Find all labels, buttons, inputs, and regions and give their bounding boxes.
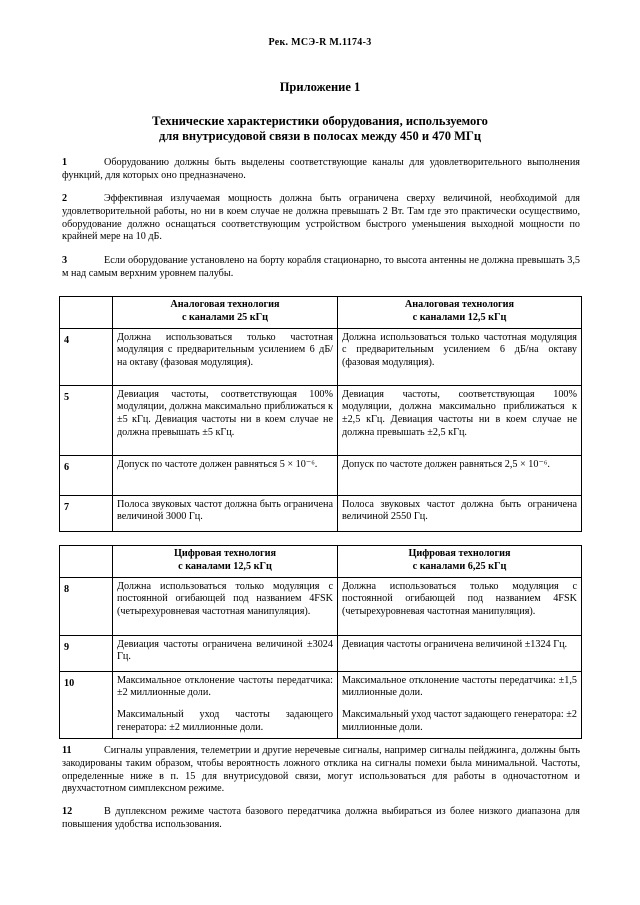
column-header-line: с каналами 6,25 кГц [412, 560, 507, 572]
cell-subparagraph: Максимальный уход частот задающего генератора: ±2 миллионные доли. [342, 709, 577, 733]
annex-heading: Приложение 1 [279, 80, 361, 94]
paragraph-text: Сигналы управления, телеметрии и другие неречевые сигналы, например сигналы пейджинга, должны быть закодированы таким образом, чтобы вероятность ложного отклика на сигналы помехи была минимальной. Частоты, определенные ниже в п. 15 для внутрисудовой связи, могут использоваться для работы в одночастотном и двухчастотном симплексном режиме. [62, 745, 580, 795]
column-header-line: Цифровая технология [408, 548, 511, 559]
row-number: 5 [60, 385, 113, 455]
document-title [80, 114, 560, 144]
table-cell: Допуск по частоте должен равняться 2,5 × 10⁻⁶. [338, 455, 582, 495]
row-number: 7 [60, 495, 113, 531]
table-row [60, 385, 582, 455]
table-cell: Девиация частоты ограничена величиной ±3024 Гц. [113, 635, 338, 671]
column-header-line: Аналоговая технология [404, 299, 515, 310]
paragraph-number: 1 [62, 157, 68, 168]
cell-subparagraph: Максимальное отклонение частоты передатчика: ±2 миллионные доли. [117, 674, 333, 699]
table-corner-cell [60, 546, 113, 578]
table-cell: Должна использоваться только модуляция с постоянной огибающей под названием 4FSK (четырехуровневая частотная манипуляция). [113, 577, 338, 635]
paragraph-1 [62, 157, 580, 183]
table-cell: Должна использоваться только модуляция с постоянной огибающей под названием 4FSK (четырехуровневая частотная манипуляция). [338, 577, 582, 635]
column-header-line: с каналами 25 кГц [181, 311, 269, 323]
column-header [113, 297, 338, 329]
table-corner-cell [60, 297, 113, 329]
table-cell [113, 671, 338, 738]
title-line-2: для внутрисудовой связи в полосах между 450 и 470 МГц [158, 129, 482, 143]
row-number: 9 [60, 635, 113, 671]
paragraph-number: 12 [62, 806, 73, 817]
cell-subparagraph: Максимальный уход частоты задающего генератора: ±2 миллионные доли. [117, 709, 333, 733]
column-header-line: Цифровая технология [173, 548, 277, 559]
table-row [60, 671, 582, 738]
table-row [60, 577, 582, 635]
table-row [60, 495, 582, 531]
table-cell: Девиация частоты, соответствующая 100% модуляции, должна максимально приближаться к ±5 кГц. Девиация частоты ни в коем случае не должна превышать ±5 кГц. [113, 385, 338, 455]
paragraph-2 [62, 193, 580, 244]
paragraph-number: 2 [62, 193, 68, 204]
row-number: 6 [60, 455, 113, 495]
table-cell: Полоса звуковых частот должна быть ограничена величиной 3000 Гц. [113, 495, 338, 531]
table-row [60, 455, 582, 495]
column-header-line: Аналоговая технология [170, 299, 280, 310]
paragraph-text: Если оборудование установлено на борту корабля стационарно, то высота антенны не должна превышать 3,5 м над самым верхним уровнем палубы. [62, 255, 580, 279]
column-header [338, 297, 582, 329]
cell-subparagraph: Максимальное отклонение частоты передатчика: ±1,5 миллионные доли. [342, 674, 577, 699]
table-cell [338, 671, 582, 738]
column-header-line: с каналами 12,5 кГц [178, 560, 272, 572]
table-cell: Должна использоваться только частотная модуляция с предварительным усилением 6 дБ/на октаву (фазовая модуляция). [338, 328, 582, 385]
table-cell: Допуск по частоте должен равняться 5 × 10⁻⁶. [113, 455, 338, 495]
title-line-1: Технические характеристики оборудования, используемого [152, 114, 488, 128]
table-header-row [60, 546, 582, 578]
paragraph-text: Эффективная излучаемая мощность должна быть ограничена сверху величиной, необходимой для удовлетворительной работы, но ни в коем случае не должна превышать 2 Вт. Там где это практически осуществимо, оборудование должно оснащаться соответствующим устройством быстрого уменьшения выходной мощности по крайней мере на 10 дБ. [62, 193, 580, 243]
running-header: Рек. МСЭ-R M.1174-3 [268, 37, 372, 48]
table-cell: Полоса звуковых частот должна быть ограничена величиной 2550 Гц. [338, 495, 582, 531]
column-header [338, 546, 582, 578]
column-header [113, 546, 338, 578]
paragraph-number: 3 [62, 255, 68, 266]
paragraph-text: Оборудованию должны быть выделены соответствующие каналы для удовлетворительного выполнения функций, для которых оно предназначено. [62, 157, 580, 181]
table-row [60, 635, 582, 671]
paragraph-3 [62, 255, 580, 281]
table-cell: Девиация частоты ограничена величиной ±1324 Гц. [338, 635, 582, 671]
paragraph-number: 11 [62, 745, 72, 756]
paragraph-12 [62, 806, 580, 832]
row-number: 4 [60, 328, 113, 385]
digital-spec-table [59, 545, 582, 739]
table-row [60, 328, 582, 385]
analog-spec-table [59, 296, 582, 532]
paragraph-11 [62, 745, 580, 796]
table-header-row [60, 297, 582, 329]
row-number: 8 [60, 577, 113, 635]
table-cell: Должна использоваться только частотная модуляция с предварительным усилением 6 дБ/на октаву (фазовая модуляция). [113, 328, 338, 385]
paragraph-text: В дуплексном режиме частота базового передатчика должна выбираться из более низкого диапазона для повышения удобства использования. [62, 806, 580, 830]
row-number: 10 [60, 671, 113, 738]
column-header-line: с каналами 12,5 кГц [412, 311, 507, 323]
table-cell: Девиация частоты, соответствующая 100% модуляции, должна максимально приближаться к ±2,5 кГц. Девиация частоты ни в коем случае не должна превышать ±2,5 кГц. [338, 385, 582, 455]
